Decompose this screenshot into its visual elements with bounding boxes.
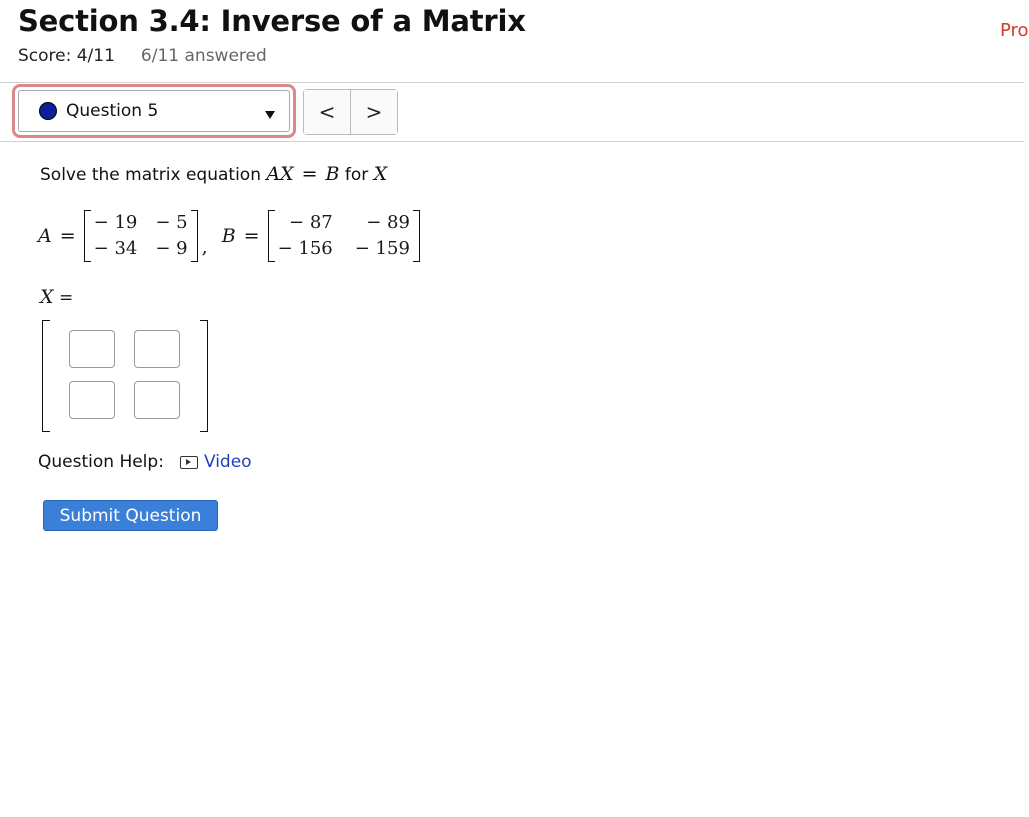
video-link[interactable]: Video (203, 452, 252, 472)
submit-question-button[interactable]: Submit Question (43, 500, 218, 531)
question-select-focus-ring (12, 84, 296, 138)
prompt-eq-rhs: B (325, 163, 340, 185)
left-bracket (42, 320, 50, 432)
answer-input-r2c2[interactable] (134, 381, 180, 419)
answer-input-r1c1[interactable] (69, 330, 115, 368)
answer-input-r2c1[interactable] (69, 381, 115, 419)
prompt-eq-lhs: AX (266, 163, 294, 185)
matrix-a-cell: − 5 (155, 212, 188, 233)
score-text: Score: 4/11 (18, 46, 115, 66)
nav-divider (0, 141, 1024, 142)
matrix-b-name: B (221, 225, 236, 247)
prompt-for: for (344, 165, 369, 185)
pro-link[interactable]: Pro (1000, 20, 1029, 41)
right-bracket (200, 320, 208, 432)
matrix-a-cell: − 19 (93, 212, 138, 233)
page-title: Section 3.4: Inverse of a Matrix (18, 4, 526, 38)
answer-var: X (40, 286, 54, 308)
header-divider (0, 82, 1024, 83)
answer-equals: = (58, 288, 74, 308)
question-select[interactable] (18, 90, 290, 132)
score-row (18, 46, 267, 66)
matrix-b-cell: − 159 (354, 238, 410, 259)
question-help (38, 452, 252, 472)
question-help-label: Question Help: (38, 452, 164, 472)
question-nav (303, 89, 398, 135)
matrix-a-cell: − 34 (93, 238, 138, 259)
matrix-b (268, 210, 420, 262)
matrix-b-equals: = (243, 225, 260, 247)
next-question-button[interactable]: > (350, 90, 397, 134)
matrix-b-cell: − 87 (289, 212, 333, 233)
previous-question-button[interactable]: < (304, 90, 350, 134)
matrix-separator: , (201, 236, 208, 258)
matrix-equation (38, 206, 420, 266)
matrix-a (84, 210, 198, 262)
answer-label (40, 286, 73, 308)
answered-count: 6/11 answered (140, 46, 267, 66)
prompt-eq-op: = (301, 163, 318, 185)
matrix-a-equals: = (59, 225, 76, 247)
question-prompt (40, 163, 387, 185)
caret-down-icon (265, 111, 275, 119)
question-status-dot-icon (39, 102, 57, 120)
matrix-a-name: A (38, 225, 52, 247)
matrix-a-cell: − 9 (155, 238, 188, 259)
matrix-b-cell: − 156 (277, 238, 333, 259)
prompt-text: Solve the matrix equation (40, 165, 261, 185)
answer-input-r1c2[interactable] (134, 330, 180, 368)
answer-matrix (42, 320, 208, 432)
prompt-var: X (373, 163, 388, 185)
question-select-label: Question 5 (66, 101, 159, 121)
matrix-b-cell: − 89 (366, 212, 410, 233)
video-icon[interactable] (180, 456, 198, 469)
